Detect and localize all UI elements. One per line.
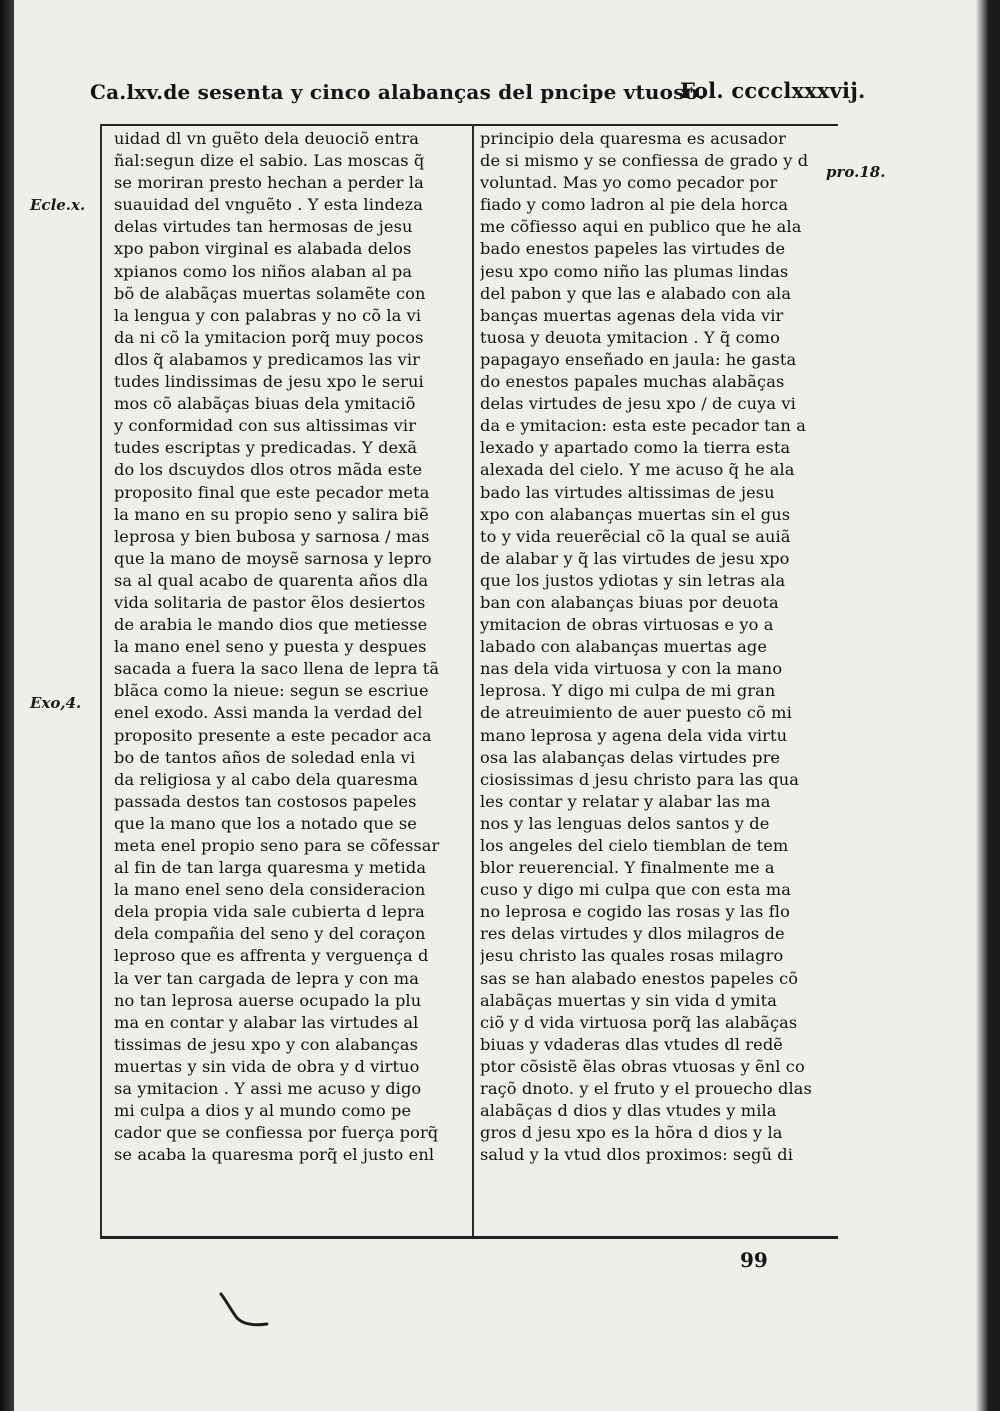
column-rule-left bbox=[100, 124, 102, 1238]
text-line: delas virtudes de jesu xpo / de cuya vi bbox=[480, 394, 796, 414]
text-line: cuso y digo mi culpa que con esta ma bbox=[480, 880, 791, 900]
text-line: dela compañia del seno y del coraçon bbox=[114, 924, 426, 944]
text-line: dela propia vida sale cubierta d lepra bbox=[114, 902, 425, 922]
text-line: ñal:segun dize el sabio. Las moscas q̃ bbox=[114, 151, 425, 171]
text-line: xpo con alabanças muertas sin el gus bbox=[480, 504, 791, 524]
text-line: de alabar y q̃ las virtudes de jesu xpo bbox=[480, 548, 790, 568]
top-rule bbox=[102, 124, 838, 126]
text-line: fiado y como ladron al pie dela horca bbox=[480, 195, 789, 215]
text-line: que la mano que los a notado que se bbox=[114, 813, 417, 833]
text-line: vida solitaria de pastor ẽlos desiertos bbox=[114, 592, 426, 612]
text-line: salud y la vtud dlos proximos: segũ di bbox=[480, 1145, 793, 1165]
text-line: mano leprosa y agena dela vida virtu bbox=[480, 725, 788, 745]
text-line: banças muertas agenas dela vida vir bbox=[480, 305, 784, 325]
text-line: sacada a fuera la saco llena de lepra tã bbox=[114, 659, 440, 679]
text-line: no tan leprosa auerse ocupado la plu bbox=[114, 990, 422, 1010]
scan-shadow-right bbox=[976, 0, 988, 1411]
text-line: de atreuimiento de auer puesto cõ mi bbox=[480, 703, 792, 723]
text-line: ban con alabanças biuas por deuota bbox=[480, 592, 779, 612]
text-line: proposito presente a este pecador aca bbox=[114, 725, 432, 745]
text-line: alabãças d dios y dlas vtudes y mila bbox=[480, 1101, 777, 1121]
text-line: tuosa y deuota ymitacion . Y q̃ como bbox=[480, 327, 780, 347]
text-line: papagayo enseñado en jaula: he gasta bbox=[480, 349, 797, 369]
text-line: lexado y apartado como la tierra esta bbox=[480, 438, 791, 458]
text-line: labado con alabanças muertas age bbox=[480, 637, 768, 657]
text-line: suauidad del vnguẽto . Y esta lindeza bbox=[114, 195, 424, 215]
text-line: sas se han alabado enestos papeles cõ bbox=[480, 968, 799, 988]
text-line: alexada del cielo. Y me acuso q̃ he ala bbox=[480, 460, 795, 480]
text-line: da e ymitacion: esta este pecador tan a bbox=[480, 416, 806, 436]
text-line: la mano enel seno y puesta y despues bbox=[114, 637, 427, 657]
text-line: gros d jesu xpo es la hõra d dios y la bbox=[480, 1123, 783, 1143]
text-line: bado enestos papeles las virtudes de bbox=[480, 239, 786, 259]
text-line: del pabon y que las e alabado con ala bbox=[480, 283, 792, 303]
text-line: tudes escriptas y predicadas. Y dexã bbox=[114, 438, 418, 458]
text-line: blor reuerencial. Y finalmente me a bbox=[480, 858, 775, 878]
text-line: alabãças muertas y sin vida d ymita bbox=[480, 990, 778, 1010]
ink-stroke-mark bbox=[219, 1288, 279, 1336]
text-column-left bbox=[114, 128, 466, 1236]
text-line: dlos q̃ alabamos y predicamos las vir bbox=[114, 349, 421, 369]
margin-note-left-1: Ecle.x. bbox=[30, 196, 86, 214]
text-line: enel exodo. Assi manda la verdad del bbox=[114, 703, 423, 723]
margin-note-right-1: pro.18. bbox=[826, 163, 886, 181]
text-line: leprosa. Y digo mi culpa de mi gran bbox=[480, 681, 776, 701]
text-line: muertas y sin vida de obra y d virtuo bbox=[114, 1056, 420, 1076]
text-line: jesu xpo como niño las plumas lindas bbox=[480, 261, 789, 281]
margin-note-left-2: Exo,4. bbox=[30, 694, 82, 712]
text-line: delas virtudes tan hermosas de jesu bbox=[114, 217, 413, 237]
text-line: do los dscuydos dlos otros mãda este bbox=[114, 460, 423, 480]
text-line: res delas virtudes y dlos milagros de bbox=[480, 924, 785, 944]
text-line: les contar y relatar y alabar las ma bbox=[480, 791, 771, 811]
page-number: 99 bbox=[740, 1248, 768, 1272]
text-line: tissimas de jesu xpo y con alabanças bbox=[114, 1034, 419, 1054]
text-line: bado las virtudes altissimas de jesu bbox=[480, 482, 775, 502]
text-line: ma en contar y alabar las virtudes al bbox=[114, 1012, 419, 1032]
text-line: passada destos tan costosos papeles bbox=[114, 791, 417, 811]
text-line: xpianos como los niños alaban al pa bbox=[114, 261, 413, 281]
text-line: la ver tan cargada de lepra y con ma bbox=[114, 968, 419, 988]
text-line: y conformidad con sus altissimas vir bbox=[114, 416, 417, 436]
text-line: se acaba la quaresma porq̃ el justo enl bbox=[114, 1145, 435, 1165]
text-line: xpo pabon virginal es alabada delos bbox=[114, 239, 412, 259]
text-line: cador que se confiessa por fuerça porq̃ bbox=[114, 1123, 439, 1143]
text-line: leprosa y bien bubosa y sarnosa / mas bbox=[114, 526, 430, 546]
text-line: la lengua y con palabras y no cõ la vi bbox=[114, 305, 422, 325]
text-line: la mano enel seno dela consideracion bbox=[114, 880, 426, 900]
text-line: da religiosa y al cabo dela quaresma bbox=[114, 769, 419, 789]
text-line: do enestos papales muchas alabãças bbox=[480, 372, 785, 392]
text-line: mos cõ alabãças biuas dela ymitaciõ bbox=[114, 394, 416, 414]
text-line: no leprosa e cogido las rosas y las flo bbox=[480, 902, 790, 922]
text-line: blãca como la nieue: segun se escriue bbox=[114, 681, 429, 701]
text-line: de si mismo y se confiessa de grado y d bbox=[480, 151, 809, 171]
text-line: me cõfiesso aqui en publico que he ala bbox=[480, 217, 802, 237]
text-line: de arabia le mando dios que metiesse bbox=[114, 615, 428, 635]
text-line: mi culpa a dios y al mundo como pe bbox=[114, 1101, 412, 1121]
text-line: que los justos ydiotas y sin letras ala bbox=[480, 570, 786, 590]
text-line: da ni cõ la ymitacion porq̃ muy pocos bbox=[114, 327, 424, 347]
text-line: sa al qual acabo de quarenta años dla bbox=[114, 570, 429, 590]
text-line: se moriran presto hechan a perder la bbox=[114, 173, 424, 193]
text-line: proposito final que este pecador meta bbox=[114, 482, 430, 502]
text-line: ciosissimas d jesu christo para las qua bbox=[480, 769, 799, 789]
text-line: sa ymitacion . Y assi me acuso y digo bbox=[114, 1079, 422, 1099]
text-line: los angeles del cielo tiemblan de tem bbox=[480, 836, 789, 855]
text-line: bo de tantos años de soledad enla vi bbox=[114, 747, 416, 767]
text-line: raçõ dnoto. y el fruto y el prouecho dlas bbox=[480, 1079, 812, 1099]
text-line: uidad dl vn guẽto dela deuociõ entra bbox=[114, 129, 419, 148]
text-line: biuas y vdaderas dlas vtudes dl redẽ bbox=[480, 1034, 783, 1054]
text-line: ciõ y d vida virtuosa porq̃ las alabãças bbox=[480, 1012, 798, 1032]
text-line: al fin de tan larga quaresma y metida bbox=[114, 858, 427, 878]
text-line: nas dela vida virtuosa y con la mano bbox=[480, 659, 783, 679]
text-line: tudes lindissimas de jesu xpo le serui bbox=[114, 372, 424, 392]
text-column-right bbox=[480, 128, 836, 1236]
text-line: nos y las lenguas delos santos y de bbox=[480, 813, 770, 833]
header-title: Ca.lxv.de sesenta y cinco alabanças del pncipe vtuoso. bbox=[90, 80, 706, 104]
text-line: la mano en su propio seno y salira biẽ bbox=[114, 504, 429, 524]
text-line: bõ de alabãças muertas solamẽte con bbox=[114, 283, 426, 303]
text-line: principio dela quaresma es acusador bbox=[480, 129, 786, 148]
text-line: que la mano de moysẽ sarnosa y lepro bbox=[114, 548, 432, 568]
scan-shadow-left bbox=[0, 0, 14, 1411]
text-line: to y vida reuerẽcial cõ la qual se auiã bbox=[480, 526, 791, 546]
text-line: voluntad. Mas yo como pecador por bbox=[480, 173, 778, 193]
text-line: ymitacion de obras virtuosas e yo a bbox=[480, 615, 774, 635]
text-line: jesu christo las quales rosas milagro bbox=[480, 946, 784, 966]
running-header bbox=[90, 78, 866, 112]
book-page bbox=[14, 0, 988, 1411]
text-line: osa las alabanças delas virtudes pre bbox=[480, 747, 781, 767]
folio-number: Fol. cccclxxxvij. bbox=[680, 78, 866, 103]
text-line: leproso que es affrenta y verguença d bbox=[114, 946, 429, 966]
text-line: ptor cõsistẽ ẽlas obras vtuosas y ẽnl co bbox=[480, 1056, 805, 1076]
bottom-rule bbox=[100, 1236, 838, 1239]
column-rule-middle bbox=[472, 124, 474, 1238]
text-line: meta enel propio seno para se cõfessar bbox=[114, 836, 440, 855]
